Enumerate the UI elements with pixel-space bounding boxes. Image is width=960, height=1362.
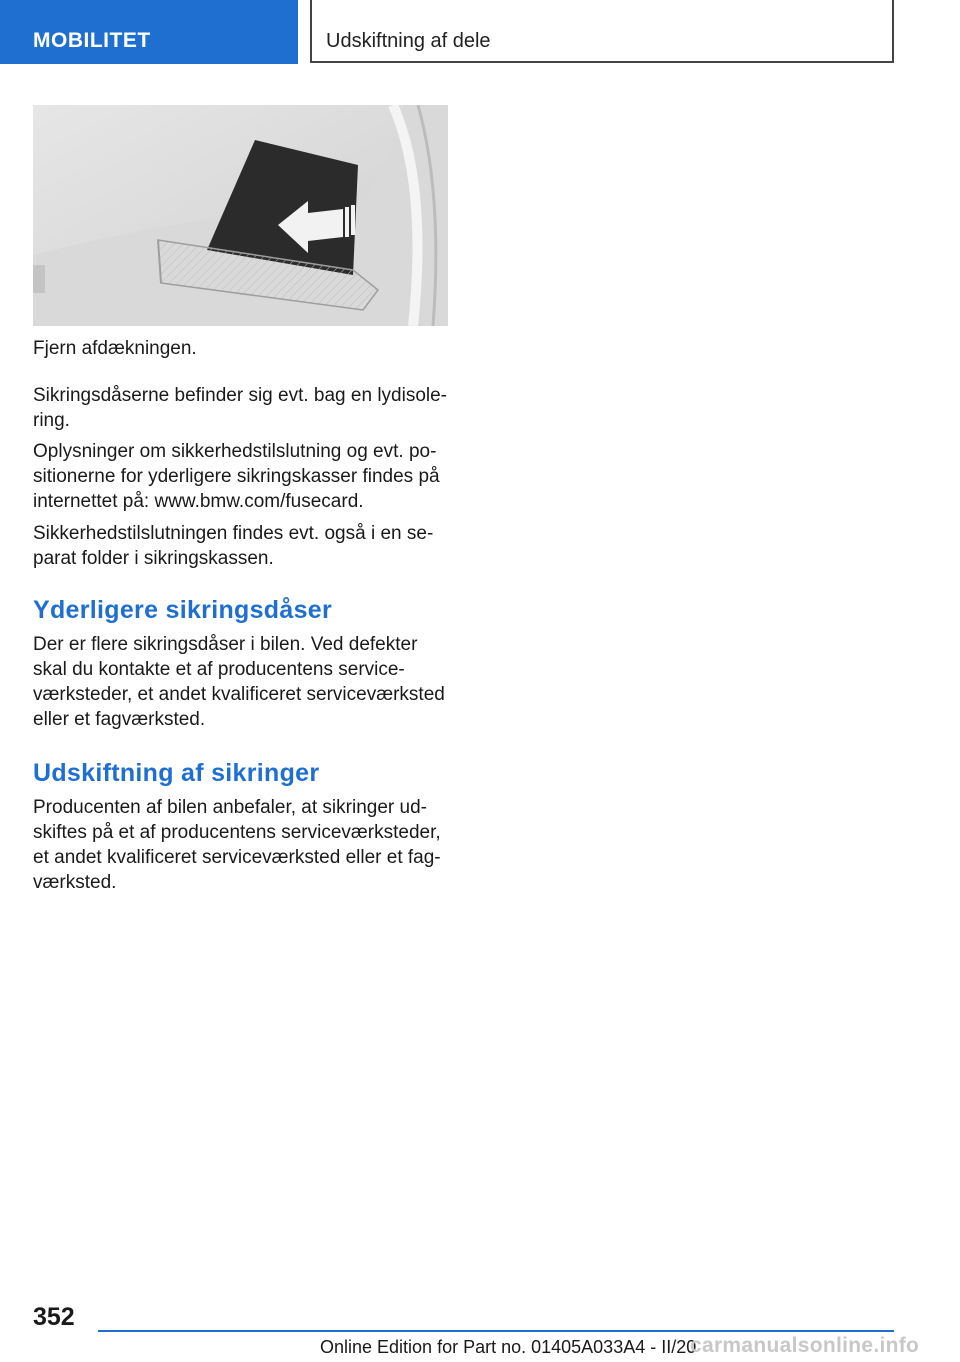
header-chapter-label: Udskiftning af dele (326, 30, 491, 52)
text-p4: Sikkerhedstilslutningen findes evt. også i en se-parat folder i sikringskassen. (33, 523, 434, 569)
text-section1: Der er flere sikringsdåser i bilen. Ved defekter skal du kontakte et af producentens service-værksteder, et andet kvalificeret serviceværksted eller et fagværksted. (33, 634, 445, 730)
section1-text (33, 632, 451, 732)
text-section2: Producenten af bilen anbefaler, at sikringer ud-skiftes på et af producentens serviceværksteder, et andet kvalificeret serviceværksted eller et fag-værksted. (33, 797, 441, 893)
paragraph-remove-cover (33, 336, 451, 361)
header-chapter-box (310, 0, 894, 63)
text-p3: Oplysninger om sikkerhedstilslutning og evt. po-sitionerne for yderligere sikringskasser findes på internettet på: www.bmw.com/fusecard. (33, 441, 440, 512)
page-number: 352 (33, 1303, 75, 1331)
paragraph-separate-folder (33, 521, 451, 571)
footer-edition: Online Edition for Part no. 01405A033A4 - II/20 (320, 1337, 697, 1357)
header-section-tab (0, 0, 298, 64)
fuse-cover-illustration (33, 105, 448, 326)
footer-divider (98, 1330, 894, 1332)
header-section-label: MOBILITET (33, 29, 151, 52)
text-p2: Sikringsdåserne befinder sig evt. bag en lydisole-ring. (33, 385, 448, 431)
paragraph-fuse-boxes-location (33, 383, 451, 433)
section2-text (33, 795, 451, 895)
footer-watermark: carmanualsonline.info (690, 1334, 920, 1357)
heading-replacing-fuses: Udskiftning af sikringer (33, 759, 320, 787)
heading-additional-fuse-boxes: Yderligere sikringsdåser (33, 596, 333, 624)
paragraph-safety-connection-info (33, 439, 451, 514)
text-p1: Fjern afdækningen. (33, 338, 197, 359)
